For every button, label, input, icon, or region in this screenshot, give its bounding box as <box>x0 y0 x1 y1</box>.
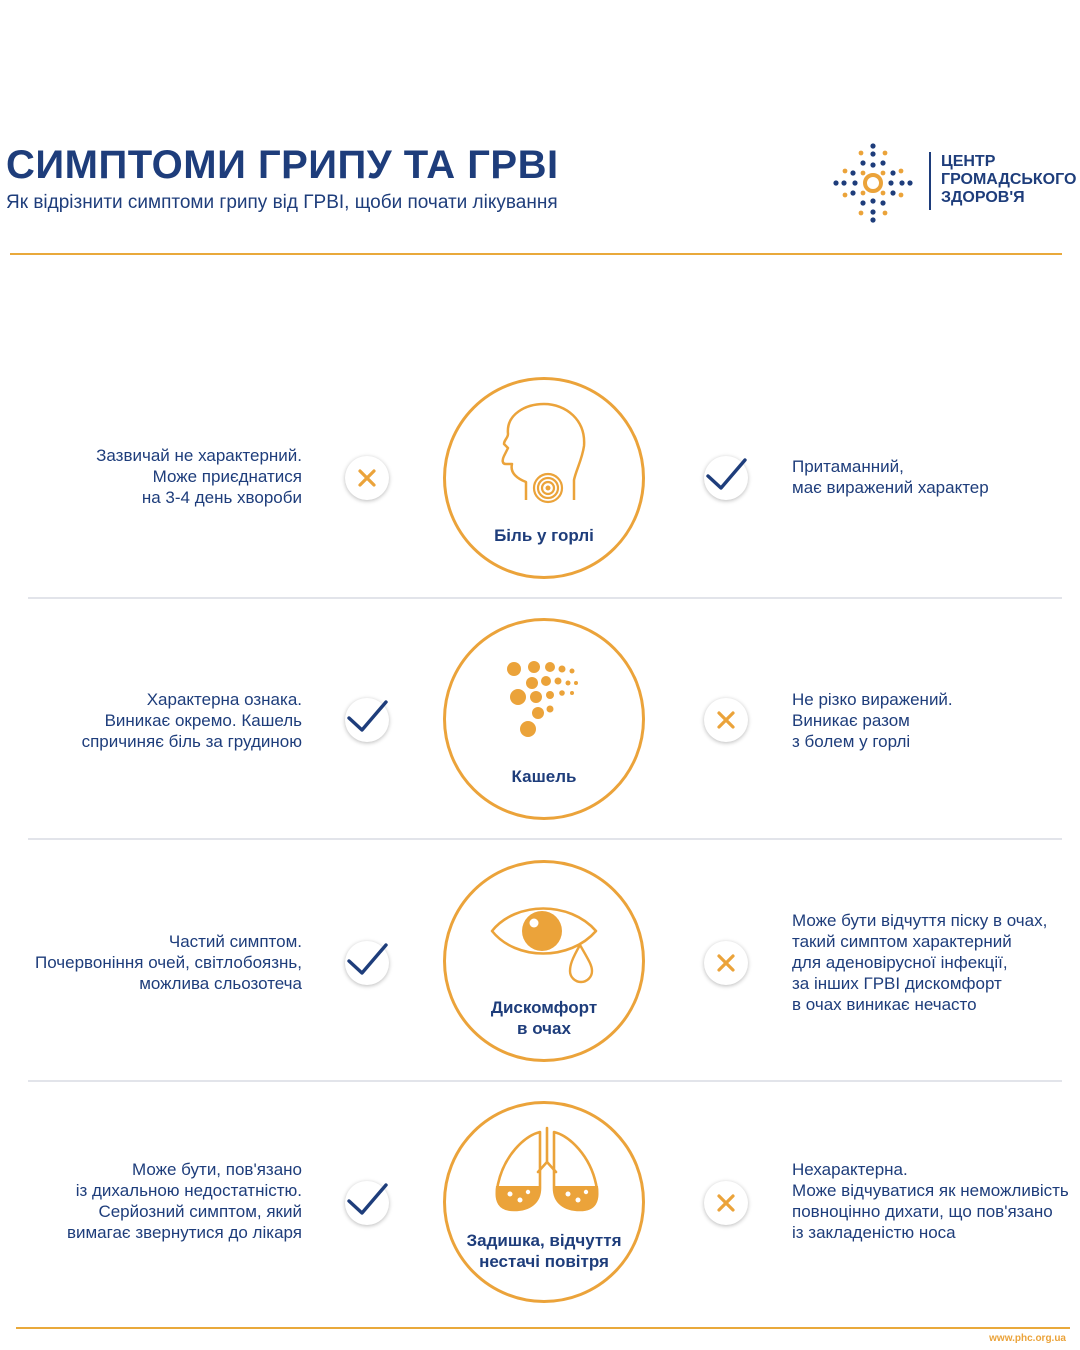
header-divider <box>10 253 1062 255</box>
label-line: Задишка, відчуття <box>466 1231 622 1250</box>
symptom-circle-cough <box>443 618 645 820</box>
check-icon <box>345 1181 389 1225</box>
symptom-label <box>446 1230 642 1272</box>
label-line: нестачі повітря <box>479 1252 609 1271</box>
cross-icon <box>704 941 748 985</box>
flu-description <box>96 445 302 508</box>
text-line: із закладеністю носа <box>792 1223 956 1242</box>
text-line: Частий симптом. <box>168 932 302 951</box>
text-line: вимагає звернутися до лікаря <box>66 1223 302 1242</box>
text-line: Може бути відчуття піску в очах, <box>792 911 1048 930</box>
text-line: Серйозний симптом, який <box>98 1202 302 1221</box>
symptom-label: Біль у горлі <box>494 526 594 545</box>
arvi-description <box>792 456 989 498</box>
logo-divider <box>929 152 931 210</box>
throat-icon <box>496 400 596 510</box>
text-line: Зазвичай не характерний. <box>96 446 302 465</box>
lungs-icon <box>494 1126 600 1214</box>
footer-divider <box>16 1327 1070 1329</box>
text-line: Характерна ознака. <box>146 690 302 709</box>
row-divider <box>28 1080 1062 1082</box>
cough-droplets-icon <box>506 657 586 747</box>
text-line: такий симптом характерний <box>792 932 1012 951</box>
footer-website-link[interactable]: www.phc.org.ua <box>989 1333 1066 1344</box>
symptom-label <box>446 997 642 1039</box>
text-line: Може відчуватися як неможливість <box>792 1181 1069 1200</box>
text-line: Виникає разом <box>792 711 910 730</box>
row-divider <box>28 838 1062 840</box>
logo-line: ГРОМАДСЬКОГО <box>941 171 1077 188</box>
text-line: можлива сльозотеча <box>139 974 302 993</box>
text-line: Не різко виражений. <box>792 690 953 709</box>
text-line: Нехарактерна. <box>792 1160 908 1179</box>
flu-description <box>67 1159 302 1243</box>
label-line: Дискомфорт <box>490 998 598 1017</box>
text-line: Почервоніння очей, світлобоязнь, <box>34 953 302 972</box>
flu-description <box>82 689 302 752</box>
text-line: з болем у горлі <box>792 732 911 751</box>
text-line: на 3-4 день хвороби <box>141 488 302 507</box>
check-icon <box>345 698 389 742</box>
logo-wordmark <box>941 153 1076 207</box>
text-line: із дихальною недостатністю. <box>75 1181 302 1200</box>
symptom-circle-sore-throat <box>443 377 645 579</box>
text-line: Може приєднатися <box>152 467 302 486</box>
symptom-circle-eye-discomfort <box>443 860 645 1062</box>
page-title: СИМПТОМИ ГРИПУ ТА ГРВІ <box>6 143 559 187</box>
logo-line: ЦЕНТР <box>941 153 996 170</box>
text-line: Виникає окремо. Кашель <box>104 711 302 730</box>
text-line: в очах виникає нечасто <box>792 995 977 1014</box>
symptom-label: Кашель <box>511 767 577 786</box>
check-icon <box>345 941 389 985</box>
text-line: для аденовірусної інфекції, <box>792 953 1008 972</box>
arvi-description <box>792 1159 1069 1243</box>
check-icon <box>704 456 748 500</box>
symptom-circle-shortness-of-breath <box>443 1101 645 1303</box>
text-line: має виражений характер <box>792 478 989 497</box>
text-line: за інших ГРВІ дискомфорт <box>792 974 1002 993</box>
text-line: повноцінно дихати, що пов'язано <box>792 1202 1053 1221</box>
eye-tear-icon <box>488 893 604 988</box>
phc-dots-logo-icon <box>833 143 913 223</box>
text-line: спричиняє біль за грудиною <box>81 732 302 751</box>
cross-icon <box>345 456 389 500</box>
logo-line: ЗДОРОВ'Я <box>941 189 1025 206</box>
text-line: Може бути, пов'язано <box>132 1160 302 1179</box>
cross-icon <box>704 698 748 742</box>
arvi-description <box>792 910 1047 1015</box>
cross-icon <box>704 1181 748 1225</box>
text-line: Притаманний, <box>792 457 904 476</box>
row-divider <box>28 597 1062 599</box>
flu-description <box>35 931 302 994</box>
label-line: в очах <box>517 1019 571 1038</box>
arvi-description <box>792 689 953 752</box>
page-subtitle: Як відрізнити симптоми грипу від ГРВІ, щоби почати лікування <box>6 192 558 213</box>
